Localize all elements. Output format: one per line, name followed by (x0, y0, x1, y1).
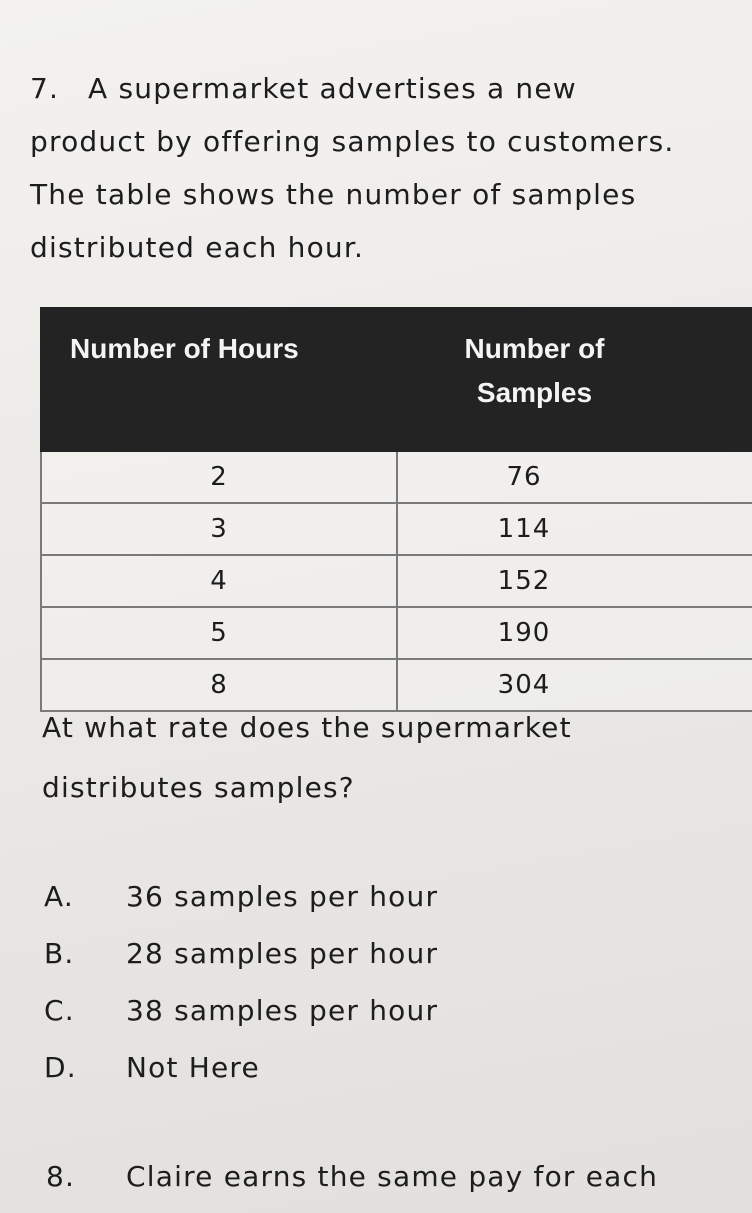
cell-hours: 5 (41, 607, 397, 659)
header-line: Samples (476, 377, 593, 408)
question-line: distributes samples? (42, 771, 355, 804)
question (42, 698, 742, 818)
cell-hours: 8 (41, 659, 397, 711)
header-number-of-samples (397, 308, 752, 451)
problem-number: 7. (30, 72, 60, 105)
problem-line (30, 62, 742, 115)
header-line: Number of (464, 333, 605, 364)
problem-text: A supermarket advertises a new (88, 72, 577, 105)
choice-a (44, 868, 744, 925)
choice-text: 28 samples per hour (126, 937, 439, 970)
problem-number: 8. (46, 1160, 76, 1193)
choice-letter: A. (44, 880, 74, 913)
question-line: At what rate does the supermarket (42, 711, 572, 744)
problem-text: Claire earns the same pay for each (126, 1160, 659, 1193)
choice-text: Not Here (126, 1051, 260, 1084)
cell-samples: 114 (397, 503, 752, 555)
problem-8-statement (46, 1160, 752, 1193)
problem-line: The table shows the number of samples (30, 178, 637, 211)
choice-b (44, 925, 744, 982)
table-row (41, 503, 752, 555)
choice-c (44, 982, 744, 1039)
table-row (41, 451, 752, 503)
cell-samples: 304 (397, 659, 752, 711)
cell-samples: 190 (397, 607, 752, 659)
samples-table (40, 307, 752, 712)
cell-samples: 76 (397, 451, 752, 503)
problem-line: distributed each hour. (30, 231, 365, 264)
table-row (41, 607, 752, 659)
table-header-row (41, 308, 752, 451)
choice-letter: C. (44, 994, 75, 1027)
header-number-of-hours: Number of Hours (41, 308, 397, 451)
cell-hours: 2 (41, 451, 397, 503)
choice-text: 38 samples per hour (126, 994, 439, 1027)
problem-line: product by offering samples to customers. (30, 125, 675, 158)
cell-samples: 152 (397, 555, 752, 607)
choice-text: 36 samples per hour (126, 880, 439, 913)
answer-choices (44, 868, 744, 1096)
choice-letter: D. (44, 1051, 77, 1084)
cell-hours: 4 (41, 555, 397, 607)
cell-hours: 3 (41, 503, 397, 555)
choice-letter: B. (44, 937, 75, 970)
problem-7-statement (30, 62, 742, 274)
table-row (41, 555, 752, 607)
choice-d (44, 1039, 744, 1096)
